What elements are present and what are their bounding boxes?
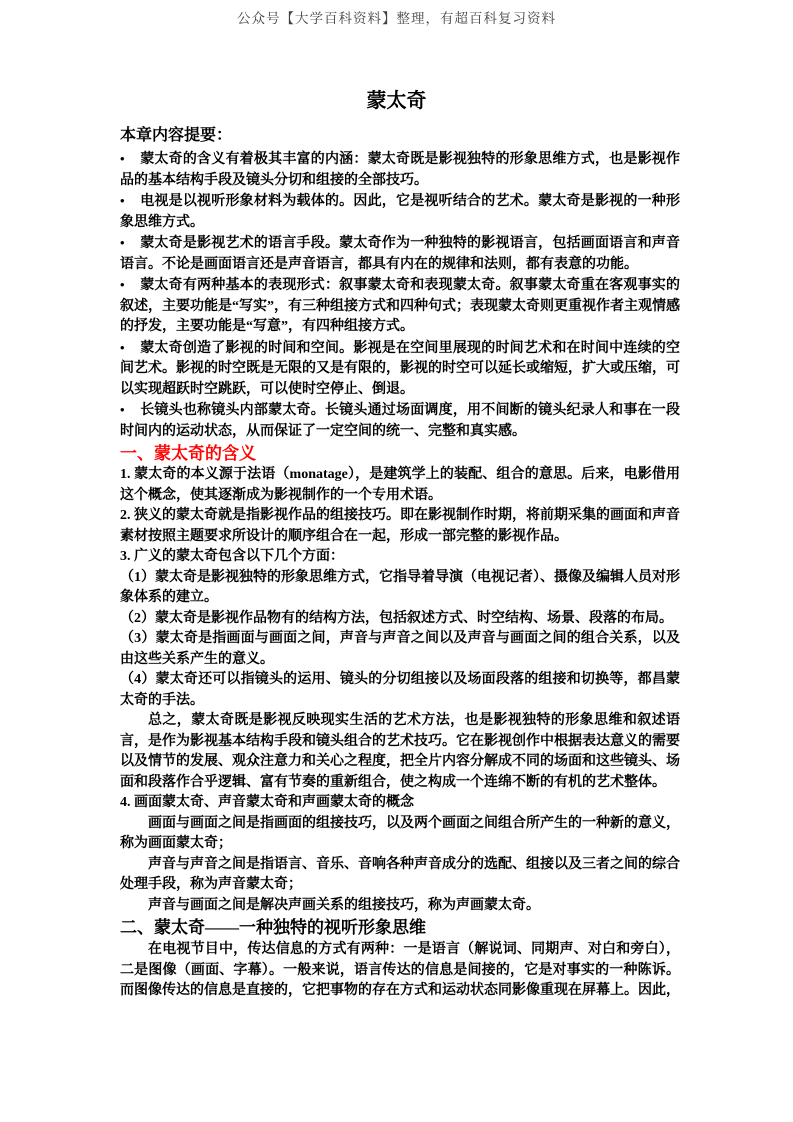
bullet-icon: • xyxy=(120,277,125,292)
bullet-item: • 蒙太奇的含义有着极其丰富的内涵：蒙太奇既是影视独特的形象思维方式，也是影视作品的基本结构手段及镜头分切和组接的全部技巧。 xyxy=(120,151,680,188)
body-paragraph: （4）蒙太奇还可以指镜头的运用、镜头的分切组接以及场面段落的组接和切换等，都昌蒙太奇的手法。 xyxy=(120,672,680,708)
indented-paragraph: 声音与画面之间是解决声画关系的组接技巧，称为声画蒙太奇。 xyxy=(148,897,540,913)
doc-header-watermark: 公众号【大学百科资料】整理，有超百科复习资料 xyxy=(237,11,556,26)
bullet-icon: • xyxy=(120,235,125,250)
bullet-icon: • xyxy=(120,151,125,166)
indented-paragraph: 画面与画面之间是指画面的组接技巧，以及两个画面之间组合所产生的一种新的意义，称为画面蒙太奇； xyxy=(120,815,680,851)
body-paragraph: 1. 蒙太奇的本义源于法语（monatage），是建筑学上的装配、组合的意思。后来，电影借用这个概念，使其逐渐成为影视制作的一个专用术语。 xyxy=(120,467,680,503)
bullet-icon: • xyxy=(120,402,125,417)
section-heading-black: 二、蒙太奇——一种独特的视听形象思维 xyxy=(120,918,426,937)
indented-paragraph: 声音与声音之间是指语言、音乐、音响各种声音成分的选配、组接以及三者之间的综合处理手段，称为声音蒙太奇； xyxy=(120,856,680,892)
body-paragraph: （2）蒙太奇是影视作品物有的结构方法，包括叙述方式、时空结构、场景、段落的布局。 xyxy=(120,610,673,626)
indented-paragraph: 总之，蒙太奇既是影视反映现实生活的艺术方法，也是影视独特的形象思维和叙述语言，是作为影视基本结构手段和镜头组合的艺术技巧。它在影视创作中根据表达意义的需要以及情节的发展、观众注意力和关心之程度，把全片内容分解成不同的场面和这些镜头、场面和段落作合乎逻辑、富有节奏的重新组合，使之构成一个连绵不断的有机的艺术整体。 xyxy=(120,713,680,790)
bullet-item: • 电视是以视听形象材料为载体的。因此，它是视听结合的艺术。蒙太奇是影视的一种形象思维方式。 xyxy=(120,193,680,230)
body-paragraph: （3）蒙太奇是指画面与画面之间，声音与声音之间以及声音与画面之间的组合关系，以及由这些关系产生的意义。 xyxy=(120,631,680,667)
body-paragraph: 2. 狭义的蒙太奇就是指影视作品的组接技巧。即在影视制作时期，将前期采集的画面和声音素材按照主题要求所设计的顺序组合在一起，形成一部完整的影视作品。 xyxy=(120,508,680,544)
bullet-icon: • xyxy=(120,339,125,355)
bullet-item: • 蒙太奇创造了影视的时间和空间。影视是在空间里展现的时间艺术和在时间中连续的空间艺术。影视的时空既是无限的又是有限的，影视的时空可以延长或缩短，扩大或压缩，可以实现超跃时空跳跃，可以使时空停止、倒退。 xyxy=(120,339,680,397)
document-body xyxy=(120,125,680,1002)
page-title: 蒙太奇 xyxy=(366,90,427,112)
summary-heading: 本章内容提要： xyxy=(120,127,233,144)
bullet-item: • 长镜头也称镜头内部蒙太奇。长镜头通过场面调度，用不间断的镜头纪录人和事在一段时间内的运动状态，从而保证了一定空间的统一、完整和真实感。 xyxy=(120,402,680,439)
body-paragraph: （1）蒙太奇是影视独特的形象思维方式，它指导着导演（电视记者）、摄像及编辑人员对形象体系的建立。 xyxy=(120,569,680,605)
indented-paragraph: 在电视节目中，传达信息的方式有两种：一是语言（解说词、同期声、对白和旁白），二是图像（画面、字幕）。一般来说，语言传达的信息是间接的，它是对事实的一种陈诉。而图像传达的信息是直接的，它把事物的存在方式和运动状态同影像重现在屏幕上。因此， xyxy=(120,942,680,998)
body-paragraph: 3. 广义的蒙太奇包含以下几个方面： xyxy=(120,549,344,564)
bullet-item: • 蒙太奇是影视艺术的语言手段。蒙太奇作为一种独特的影视语言，包括画面语言和声音语言。不论是画面语言还是声音语言，都具有内在的规律和法则，都有表意的功能。 xyxy=(120,235,680,272)
body-paragraph: 4. 画面蒙太奇、声音蒙太奇和声画蒙太奇的概念 xyxy=(120,795,414,810)
bullet-icon: • xyxy=(120,193,125,208)
bullet-item: • 蒙太奇有两种基本的表现形式：叙事蒙太奇和表现蒙太奇。叙事蒙太奇重在客观事实的叙述，主要功能是“写实”，有三种组接方式和四种句式；表现蒙太奇则更重视作者主观情感的抒发，主要功能是“写意”，有四种组接方式。 xyxy=(120,277,680,334)
section-heading-red: 一、蒙太奇的含义 xyxy=(120,444,256,463)
